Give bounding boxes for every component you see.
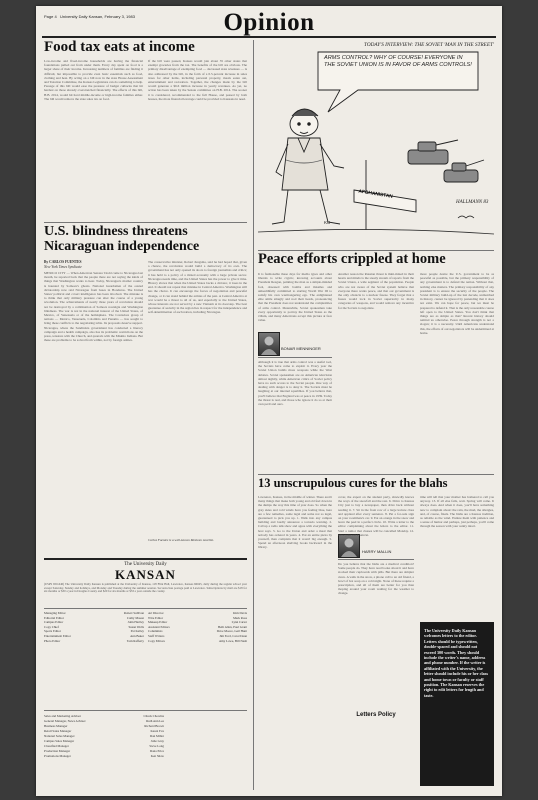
blindness-col1: MEXICO CITY — When American Senator Dodd came to Nicaragua last month, he reported back that the people there are not saying the kinds of things that Washington wants to hear. Today, Nicaragua's mother country is haunted by Somoza's ghosts. National Guardsmen of the ousted dictatorship now raid Nicaragua from bases in Honduras. The United States' political and covert intelligence has been involved. The mistake is to think that only military pressure can alter the course of a young revolution. The achievements of nearly three years of revolution should not be destroyed by a combination of Somoza nostalgia and Washington blindness. The war is not in the national interest of the United States, of Mexico, of Venezuela or of the hemisphere. The Contadora group of nations — Mexico, Venezuela, Colombia and Panama — has sought to bring these conflicts to the negotiating table. Its proposals deserve support. Nicaragua, where the Sandinista government has conducted a literacy campaign and a health campaign, also has its problems: restrictions on the press, tensions with the Church, and quarrels with the Miskito Indians. But these are problems to be solved from within, not by foreign armies. <box>44 271 143 343</box>
byline-author: By CARLOS FUENTES <box>44 260 82 264</box>
paper-date: University Daily Kansan, February 3, 1983 <box>60 14 135 19</box>
business-staff-list <box>44 714 164 759</box>
staff-name: Pat Kelley <box>130 629 144 634</box>
staff-name: Karen Fox <box>150 729 164 733</box>
blindness-col2: The conservative minister, Robert Jungsma, said he had hoped that, given a chance, the revolution would build a democracy of its own. The government has not only opened its doors to foreign journalists and critics; it has held to a policy of a mixed economy with a large private sector. Nicaragua needs time, and the United States has the power to give it time. History shows that when the United States backs a dictator, it loses in the end. It should not repeat that mistake in Central America. Washington still has the choice. It can encourage the forces of negotiation and peaceful change, or it can stand behind the armies of the past. A Central America at war would be a threat to all of us, and especially to the United States, whose interests are not served by a new Vietnam at its doorstep. The best guarantee of security in the region lies in respect for the independence and self-determination of each nation, including Nicaragua. <box>148 260 247 315</box>
rule-masthead <box>44 558 247 560</box>
staff-row <box>148 639 247 644</box>
staff-role: Business Manager <box>44 724 68 728</box>
byline-syndicate: New York Times Syndicate <box>44 265 82 269</box>
staff-name: Dave Moore, Gail Hunt <box>216 629 247 634</box>
headline-unscrupulous: 13 unscrupulous cures for the blahs <box>258 476 448 490</box>
rule-bonar <box>258 357 332 358</box>
staff-role: Production Manager <box>44 749 71 753</box>
masthead-small-title: The University Daily <box>124 562 167 567</box>
staff-role: General Manager, News Adviser <box>44 719 86 723</box>
staff-name: Chuck Chowins <box>143 714 164 718</box>
cartoon-marker: KU <box>324 220 331 225</box>
staff-name: Jim Ford, Carol Dean <box>219 633 247 638</box>
food-tax-col1: Low-income and fixed-income households are having the financial foundations pulled out from under them. Every day spent on food is a larger share of their income. Increasing numbers of families are finding it difficult, but impossible to provide even basic essentials such as food, clothing and heat. By acting on a bill now in the state House Assessment and Taxation Committee, the Kansas Legislature can do something to help. Passage of this bill would ease the pressure of budget cutbacks that hit hardest on those already overstretched financially. The effects of this bill, H.B. 2014, would hit hard middle-income or high-income families either. The bill would remove the state sales tax on food. <box>44 59 143 101</box>
headline-food-tax: Food tax eats at income <box>44 39 195 55</box>
bonar-col: Although it is true that arms control was a useful tool, the Soviets have come to exploit it. Every year the Soviet Union builds more weapons while the West debates. Soviet spokesmen are on American television almost nightly, while American critics of Soviet policy have no such access to the Soviet people. One way of dealing with danger is to deny it. The Soviets must be laughing at our internal squabbles. If you believe that, you'll believe that England was at peace in 1939. Today the threat is real, and those who ignore it do so at their own peril and ours. <box>258 360 332 407</box>
staff-role: Staff Writers <box>148 633 165 638</box>
unscrupulous-col2: cover, the expert on the student party, shrewdly knows the ways of the snowfall and the rest. 6. Drive to Kansas City just to buy a newspaper, then drive back without reading it. 7. Sit in the front row of a large lecture class and applaud after every sentence. 8. Put a for-sale sign on your roommate's car. 9. Eat an orange in the snow and leave the peel in a perfect circle. 10. Write a letter to the editor complaining about the letters to the editor. 11. Start a rumor that classes will be cancelled Monday. 12. Give your cat a haircut. <box>338 495 414 537</box>
food-tax-col2: If the bill were passed, Kansas would join about 35 other states that exempt groceries from the tax. The benefits of the bill are obvious. The primary disadvantage of exempting food — decreased state revenues — is also addressed by the bill, in the form of a 0.5-percent increase in sales taxes for other items, including personal property, meals eaten out, entertainment and recreation. Together, the changes made by the bill would generate a $6.6 million increase in yearly revenues. As yet, no action has been taken by the Senate committee on H.B. 2014. The sooner it is considered, recommended to the full House, and passed by both houses, the more financial leverage could be provided to Kansans in need. <box>148 59 247 101</box>
staff-name: Cathy Mason <box>126 615 144 620</box>
header-rule <box>42 36 496 38</box>
staff-role: Sports Editor <box>44 629 61 634</box>
rule-food-tax <box>44 222 247 223</box>
harry-col: Do you believe that the blahs are a medical condition? Some people do. They have read books about it and have stocked their cupboards with pills. But there are simpler cures. A walk in the snow, a phone call to an old friend, a bowl of hot soup on a cold night. None of these require a prescription, and all of them are better for you than moping around your room waiting for the weather to change. <box>338 562 414 596</box>
staff-name: Susan Wells <box>128 624 144 629</box>
staff-role: Columnists <box>148 629 163 634</box>
cartoonist-signature: HALLMANN 83 <box>456 200 489 205</box>
columnist-photo-bonar <box>258 332 280 356</box>
staff-role: Makeup Editor <box>148 620 168 625</box>
blindness-tagline: Carlos Fuentes is a well-known Mexican novelist. <box>148 538 214 542</box>
cartoon-drawing <box>258 40 494 240</box>
staff-name: John Hartley <box>127 620 144 625</box>
unscrupulous-col1: Lawrence, Kansas, in the middle of winter. There aren't many things that make both young and old feel down in the dumps the way this time of year does. So when the gray skies and cold winds have you feeling blue, here are a few remedies, some legal and some not so legal, guaranteed to pick you up. 1. Walk into any campus building and loudly announce a tornado warning. 2. Call up a radio talk show and agree with everything the host says. 3. Go to the Union and order a meal that nobody has ordered in years. 4. Eat an entire pizza by yourself, then complain that it wasn't big enough. 5. Spend an afternoon shelving books backward in the library. <box>258 495 332 550</box>
staff-name: Dana Price <box>149 749 164 753</box>
ground-line <box>258 229 494 234</box>
sign-text: AFGHANISTAN <box>357 189 393 200</box>
editors-col-left <box>44 611 144 643</box>
cartoon-caption: TODAY'S INTERVIEW: THE SOVIET 'MAN IN THE STREET' <box>364 42 494 48</box>
page-number: Page 4 <box>44 14 57 19</box>
person-silhouette-icon <box>259 333 279 355</box>
columnist-name-harry: HARRY MALLIN <box>362 549 392 554</box>
staff-role: Promotions Manager <box>44 754 71 758</box>
peace-col2: Another reason the Russian threat is mini-mized in their hearts and minds is the steady stream of reports from the Soviet Union, a wide segment of the population. People who are not aware of the Soviet system believe that everyone there wants peace, and that our government is the only obstacle to a nuclear freeze. They forget that a freeze would lock in Soviet superiority in many categories of weapons, and would remove any incentive for the Soviets to negotiate. <box>338 272 414 310</box>
staff-name: Robert Sullivan <box>123 611 144 615</box>
editors-col-right <box>148 611 247 643</box>
unscrupulous-col3: time will tell that your mother has bothered to call you anyway. 13. If all else fails, wait. Spring will come. It always does. And when it does, you'll have something new to complain about: the rain, the mud, the allergies, and, of course, finals. The blahs are a Kansas tradition, as reliable as the wind. Endure them with patience and a sense of humor and perhaps, just perhaps, you'll come through the season with your sanity intact. <box>420 495 494 529</box>
columnist-name-bonar: BONAR MENNINGER <box>281 346 321 351</box>
bird-illustration <box>458 216 474 218</box>
staff-name: Ann Baker <box>130 633 144 638</box>
masthead-title: KANSAN <box>115 567 176 582</box>
newspaper-page <box>36 6 502 796</box>
staff-row <box>44 754 164 759</box>
staff-role: Copy Chief <box>44 624 59 629</box>
staff-name: Tom Rafferty <box>126 638 144 643</box>
rule-harry <box>338 559 414 560</box>
columnist-photo-harry <box>338 534 360 558</box>
staff-name: Ruth Ann Lee <box>146 719 164 723</box>
staff-role: National Sales Manager <box>44 734 75 738</box>
section-title: Opinion <box>223 9 315 36</box>
staff-name: Kim Davis <box>233 611 247 615</box>
staff-role: Assistant Editors <box>148 624 170 629</box>
staff-role: Managing Editor <box>44 611 66 615</box>
staff-role: Retail Sales Manager <box>44 729 72 733</box>
rule-masthead-inner <box>44 608 247 609</box>
staff-name: Dan Miller <box>149 734 164 738</box>
staff-role: Sales and Marketing Adviser <box>44 714 81 718</box>
staff-name: Amy Lowe, Bill Nash <box>218 638 247 643</box>
tank-illustration <box>408 140 484 182</box>
staff-role: Art Director <box>148 611 164 615</box>
rule-unscrupulous <box>258 474 494 475</box>
staff-name: Ken Shaw <box>150 754 164 758</box>
editorial-cartoon <box>258 40 494 240</box>
headline-blindness: U.S. blindness threatens Nicaraguan independence <box>44 224 200 254</box>
staff-role: Campus Sales Manager <box>44 739 75 743</box>
speech-bubble-text: ARMS CONTROL? WHY OF COURSE! EVERYONE IN THE SOVIET UNION IS IN FAVOR OF ARMS CONTROLS! <box>324 55 472 68</box>
staff-name: Richard Brown <box>144 724 164 728</box>
letters-policy-box <box>420 622 494 786</box>
rule-business <box>44 710 247 711</box>
staff-name: Julie Gray <box>150 739 164 743</box>
staff-name: Steve Long <box>149 744 164 748</box>
staff-role: Photo Editor <box>44 638 61 643</box>
column-divider <box>253 40 254 790</box>
person-silhouette-icon <box>339 535 359 557</box>
staff-role: Editorial Editor <box>44 615 64 620</box>
staff-role: Copy Editors <box>148 638 165 643</box>
peace-col1: It is fashionable these days for media types and other liberals to write cryptic, knowing accounts about President Reagan, painting the man as a simple-minded fool, obsessed with bombs and missiles and unhealthfully committed to starting World War III to satisfy his own warmongering ego. The enlightened elite smile smugly and nod their heads, pronouncing that the President does not understand the complexities of arms control. Meanwhile, Soviet spokesmen take every opportunity to portray the United States as the villain, and many Americans accept this picture at face value. <box>258 272 332 323</box>
letters-policy-heading: Letters Policy <box>356 712 396 718</box>
editors-list <box>44 611 247 721</box>
headline-peace: Peace efforts crippled at home <box>258 251 446 267</box>
staff-role: Campus Editor <box>44 620 64 625</box>
letters-policy-text: The University Daily Kansan welcomes letters to the editor. Letters should be typewritten, double-spaced and should not exceed 300 words. They should include the writer's name, address and phone number. If the writer is affiliated with the University, the letter should include his or her class and home town or faculty or staff position. The Kansan reserves the right to edit letters for length and taste. <box>424 628 488 698</box>
staff-role: Entertainment Editor <box>44 633 71 638</box>
staff-name: Mark Ross <box>233 615 247 620</box>
staff-name: Lynn Carter <box>231 620 247 625</box>
peace-col3: more people desire the U.S. government to be as peaceful as possible, but the primary responsibility of any government is to defend the nation. Without that, nothing else matters. The primary responsibility of any president is to ensure the security of the people. The Soviet military build-up of the last decade, unmatched in history, cannot be ignored by pretending that it does not exist. We can hope for peace, but we must be prepared to defend it. That is the only reasonable course left open to the United States. You don't think that things are as simple as that? Recent history should remind us otherwise. Peace through strength is not a slogan; it is a necessity. Until Americans understand this, the efforts of our negotiators will be undermined at home. <box>420 272 494 335</box>
figure-illustration <box>272 109 344 224</box>
staff-row <box>44 639 144 644</box>
staff-role: Classified Manager <box>44 744 69 748</box>
staff-role: Wire Editor <box>148 615 164 620</box>
staff-name: Beth Allen, Paul Grant <box>217 624 247 629</box>
masthead-statement: (USPS 650-640) The University Daily Kansan is published at the University of Kansas, 118 Flint Hall, Lawrence, Kansas 66045, daily during the regular school year except Saturday, Sunday and holidays, and Monday and Tuesday during the summer session. Second-class postage paid at Lawrence. Subscriptions by mail are $18 for six months or $30 a year in Douglas County and $20 for six months or $33 a year outside the county. <box>44 582 247 594</box>
